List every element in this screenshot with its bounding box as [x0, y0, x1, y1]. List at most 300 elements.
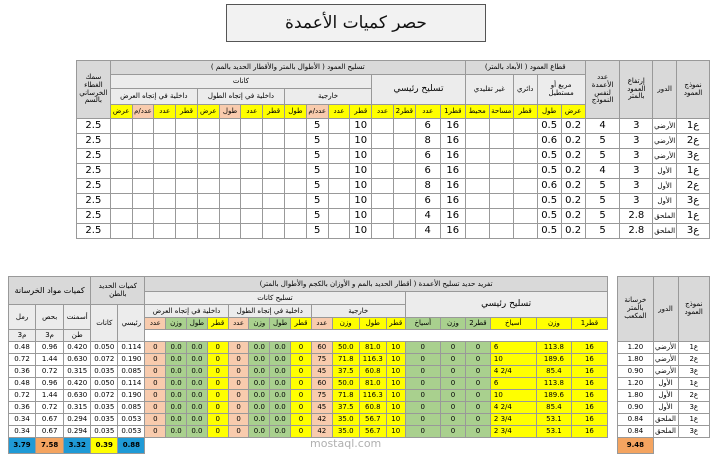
external-header: خارجية	[285, 89, 372, 105]
cell-wl: 0.0	[187, 390, 208, 402]
table-row	[77, 179, 710, 194]
cell-tm: 0.190	[118, 354, 145, 366]
cell-d1: 16	[572, 390, 608, 402]
cell-ew: 37.5	[332, 402, 359, 414]
cell-wl: 0.0	[187, 402, 208, 414]
cell-floor: الأول	[653, 164, 677, 179]
empty-cell	[372, 209, 394, 224]
cell-d2: 0	[465, 414, 490, 426]
empty-cell	[241, 119, 263, 134]
cell-d1: 16	[572, 378, 608, 390]
cell-w1: 85.4	[536, 402, 571, 414]
tons-main-header: رئيسي	[118, 305, 145, 342]
cell-ww: 0.0	[166, 366, 187, 378]
cell-d1: 16	[572, 366, 608, 378]
cell-ll: 0.0	[270, 390, 291, 402]
subheader-cell: أسياخ	[490, 318, 536, 330]
empty-cell	[372, 149, 394, 164]
cell-ll: 0.0	[270, 414, 291, 426]
cell-en: 42	[311, 426, 332, 438]
cell-wl: 0.0	[187, 414, 208, 426]
empty-cell	[328, 194, 350, 209]
concrete-header: خرسانة بالمتر المكعب	[618, 277, 653, 342]
cell-snd: 0.72	[9, 354, 36, 366]
cell-el: 81.0	[359, 378, 386, 390]
empty-cell	[393, 149, 415, 164]
empty-cell	[219, 164, 241, 179]
cell-wd: 0	[207, 378, 228, 390]
cell-en: 75	[311, 390, 332, 402]
cell-wn: 0	[145, 354, 166, 366]
table-row	[77, 164, 710, 179]
table-row	[9, 378, 710, 390]
cell-ed: 10	[386, 342, 405, 354]
cell-d2: 0	[465, 378, 490, 390]
cell-floor: الأرضي	[653, 134, 677, 149]
cell-d2: 0	[465, 354, 490, 366]
cell-en: 60	[311, 378, 332, 390]
empty-cell	[489, 119, 513, 134]
cell-floor: الأرضي	[653, 342, 678, 354]
subheader-cell: قطر	[291, 318, 312, 330]
cell-b1: 4 2/4	[490, 402, 536, 414]
cell-l: 0.6	[537, 134, 561, 149]
unit-sand: م3	[9, 330, 36, 342]
subheader-cell: مساحة	[489, 105, 513, 119]
cell-ll: 0.0	[270, 402, 291, 414]
section-header: قطاع العمود ( الأبعاد بالمتر)	[465, 61, 585, 75]
empty-cell	[132, 149, 154, 164]
cell-d1: 16	[440, 119, 465, 134]
table-row	[9, 342, 710, 354]
empty-cell	[241, 224, 263, 239]
cell-d1: 16	[572, 354, 608, 366]
empty-cell	[263, 119, 285, 134]
empty-cell	[110, 224, 132, 239]
cell-lw: 0.0	[249, 402, 270, 414]
cell-ll: 0.0	[270, 354, 291, 366]
cell-lw: 0.0	[249, 414, 270, 426]
cell-ld: 0	[291, 414, 312, 426]
cell-ww: 0.0	[166, 354, 187, 366]
cell-ww: 0.0	[166, 378, 187, 390]
cell-model: ع2	[678, 390, 709, 402]
cell-ed: 10	[386, 402, 405, 414]
total-ts: 0.39	[91, 438, 118, 454]
cell-n1: 6	[415, 119, 440, 134]
cell-en: 42	[311, 414, 332, 426]
empty-cell	[176, 134, 198, 149]
cell-snd: 0.34	[9, 426, 36, 438]
cell-cover: 2.5	[77, 179, 111, 194]
cell-l: 0.5	[537, 149, 561, 164]
empty-cell	[197, 179, 219, 194]
cell-height: 3	[620, 164, 653, 179]
cell-d1: 16	[440, 134, 465, 149]
cell-wn: 0	[145, 366, 166, 378]
empty-cell	[132, 224, 154, 239]
subheader-cell: قطر	[386, 318, 405, 330]
cell-w: 0.2	[561, 209, 585, 224]
cell-snd: 0.48	[9, 342, 36, 354]
cell-d2: 0	[465, 402, 490, 414]
cell-height: 3	[620, 149, 653, 164]
cell-l: 0.5	[537, 209, 561, 224]
cell-model: ع3	[678, 426, 709, 438]
cell-wl: 0.0	[187, 378, 208, 390]
cell-conc: 1.80	[618, 390, 653, 402]
cell-count: 5	[585, 194, 620, 209]
cell-p: 5	[306, 224, 328, 239]
cell-count: 4	[585, 164, 620, 179]
empty-cell	[465, 119, 489, 134]
stirrups-header-2: تسليح كانات	[145, 292, 405, 305]
cell-en: 45	[311, 402, 332, 414]
empty-cell	[489, 209, 513, 224]
cell-b2: 0	[405, 426, 440, 438]
cell-tm: 0.085	[118, 366, 145, 378]
cell-cover: 2.5	[77, 164, 111, 179]
cell-p: 5	[306, 209, 328, 224]
cell-w2: 0	[440, 366, 465, 378]
empty-cell	[176, 164, 198, 179]
cell-ed: 10	[386, 378, 405, 390]
cell-cem: 0.420	[64, 342, 91, 354]
cell-b1: 6	[490, 342, 536, 354]
cell-ln: 0	[228, 342, 249, 354]
cell-count: 5	[585, 209, 620, 224]
cell-grv: 0.67	[36, 414, 64, 426]
empty-cell	[465, 194, 489, 209]
main-reinforcement-header: تسليح رئيسي	[372, 75, 466, 105]
cell-p: 5	[306, 119, 328, 134]
empty-cell	[219, 119, 241, 134]
cell-height: 3	[620, 194, 653, 209]
cell-w: 0.2	[561, 149, 585, 164]
empty-cell	[154, 224, 176, 239]
cell-floor: الأرضي	[653, 119, 677, 134]
cell-b1: 2 3/4	[490, 426, 536, 438]
empty-cell	[393, 209, 415, 224]
empty-cell	[110, 209, 132, 224]
cell-cem: 0.294	[64, 426, 91, 438]
cell-d1: 16	[440, 209, 465, 224]
cell-cover: 2.5	[77, 134, 111, 149]
cell-wl: 0.0	[187, 366, 208, 378]
cell-wn: 0	[145, 426, 166, 438]
cell-grv: 1.44	[36, 354, 64, 366]
cell-b2: 0	[405, 342, 440, 354]
cell-w1: 85.4	[536, 366, 571, 378]
cell-p: 5	[306, 164, 328, 179]
cell-n1: 8	[415, 179, 440, 194]
spacer-cell	[607, 354, 617, 366]
cell-ll: 0.0	[270, 378, 291, 390]
cell-ed: 10	[386, 414, 405, 426]
cell-l: 0.5	[537, 119, 561, 134]
cell-ts: 0.035	[91, 366, 118, 378]
cell-l: 0.5	[537, 224, 561, 239]
cell-grv: 0.96	[36, 342, 64, 354]
cell-wl: 0.0	[187, 342, 208, 354]
cell-cover: 2.5	[77, 209, 111, 224]
cell-floor: الأول	[653, 390, 678, 402]
cell-w2: 0	[440, 354, 465, 366]
empty-cell	[263, 134, 285, 149]
cell-tm: 0.190	[118, 390, 145, 402]
cell-height: 3	[620, 179, 653, 194]
cell-conc: 0.90	[618, 402, 653, 414]
materials-header: كميات مواد الخرسانة	[9, 277, 91, 305]
spacer-cell	[607, 390, 617, 402]
cell-model: ع3	[677, 194, 710, 209]
cell-floor: الأول	[653, 179, 677, 194]
empty-cell	[328, 134, 350, 149]
cell-ld: 0	[291, 342, 312, 354]
cell-l: 0.5	[537, 194, 561, 209]
cell-b1: 2 3/4	[490, 414, 536, 426]
cell-ts: 0.035	[91, 426, 118, 438]
cell-snd: 0.72	[9, 390, 36, 402]
cell-d: 10	[350, 209, 372, 224]
spacer-cell	[607, 342, 617, 354]
cell-ed: 10	[386, 426, 405, 438]
cell-grv: 0.67	[36, 426, 64, 438]
empty-cell	[328, 119, 350, 134]
cell-lw: 0.0	[249, 354, 270, 366]
empty-cell	[110, 149, 132, 164]
empty-cell	[219, 149, 241, 164]
cell-snd: 0.34	[9, 414, 36, 426]
empty-cell	[465, 134, 489, 149]
cell-cem: 0.630	[64, 354, 91, 366]
floor-header-2: الدور	[653, 277, 678, 342]
empty-cell	[328, 149, 350, 164]
cell-n1: 6	[415, 164, 440, 179]
total-cem: 3.32	[64, 438, 91, 454]
cell-cem: 0.420	[64, 378, 91, 390]
cell-ln: 0	[228, 378, 249, 390]
cell-cover: 2.5	[77, 149, 111, 164]
cell-w1: 53.1	[536, 414, 571, 426]
subheader-cell: قطر	[176, 105, 198, 119]
reinforcement-header: تسليح العمود ( الأطوال بالمتر والأقطار الحديد بالمم )	[110, 61, 465, 75]
cell-ln: 0	[228, 402, 249, 414]
empty-cell	[154, 119, 176, 134]
empty-cell	[372, 119, 394, 134]
cell-b1: 10	[490, 390, 536, 402]
subheader-cell: قطر2	[465, 318, 490, 330]
empty-cell	[110, 179, 132, 194]
subheader-cell: طول	[219, 105, 241, 119]
empty-cell	[513, 119, 537, 134]
empty-cell	[465, 224, 489, 239]
total-conc: 9.48	[618, 438, 653, 454]
cell-height: 3	[620, 119, 653, 134]
subheader-cell: عرض	[561, 105, 585, 119]
cell-count: 5	[585, 179, 620, 194]
cell-wn: 0	[145, 390, 166, 402]
cell-w2: 0	[440, 390, 465, 402]
cell-grv: 0.72	[36, 366, 64, 378]
cell-d: 10	[350, 149, 372, 164]
subheader-cell: عدد	[241, 105, 263, 119]
cell-floor: الأرضي	[653, 149, 677, 164]
cell-w: 0.2	[561, 194, 585, 209]
cell-ew: 35.0	[332, 426, 359, 438]
cell-w: 0.2	[561, 224, 585, 239]
cell-wn: 0	[145, 414, 166, 426]
cell-ln: 0	[228, 426, 249, 438]
cell-w1: 113.8	[536, 378, 571, 390]
count-header: عدد الأعمدة لنفس النموذج	[585, 61, 620, 119]
empty-cell	[465, 209, 489, 224]
empty-cell	[241, 209, 263, 224]
subheader-cell: وزن	[536, 318, 571, 330]
cell-ll: 0.0	[270, 342, 291, 354]
empty-cell	[219, 134, 241, 149]
int-width-header: داخلية في إتجاه العرض	[110, 89, 197, 105]
cell-lw: 0.0	[249, 390, 270, 402]
cell-ww: 0.0	[166, 426, 187, 438]
table-row	[9, 390, 710, 402]
cell-model: ع1	[677, 164, 710, 179]
cell-d: 10	[350, 119, 372, 134]
cell-p: 5	[306, 179, 328, 194]
cell-w: 0.2	[561, 164, 585, 179]
empty-cell	[285, 134, 307, 149]
cell-w2: 0	[440, 414, 465, 426]
subheader-cell: طول	[285, 105, 307, 119]
empty-cell	[176, 179, 198, 194]
subheader-cell: قطر2	[393, 105, 415, 119]
empty-cell	[513, 149, 537, 164]
table-row	[77, 209, 710, 224]
empty-cell	[197, 209, 219, 224]
cell-cover: 2.5	[77, 194, 111, 209]
cell-ld: 0	[291, 426, 312, 438]
cell-d1: 16	[572, 414, 608, 426]
int-length-header: داخلية في إتجاه الطول	[197, 89, 284, 105]
cell-conc: 1.20	[618, 378, 653, 390]
cell-ts: 0.072	[91, 354, 118, 366]
cell-ld: 0	[291, 354, 312, 366]
cell-l: 0.6	[537, 179, 561, 194]
subheader-cell: قطر	[263, 105, 285, 119]
cell-tm: 0.053	[118, 426, 145, 438]
cell-wl: 0.0	[187, 426, 208, 438]
cell-wd: 0	[207, 342, 228, 354]
empty-cell	[513, 209, 537, 224]
cell-tm: 0.114	[118, 378, 145, 390]
cell-d2: 0	[465, 342, 490, 354]
empty-cell	[513, 224, 537, 239]
empty-cell	[328, 179, 350, 194]
subheader-cell: عدد	[145, 318, 166, 330]
cell-wd: 0	[207, 402, 228, 414]
table-row	[9, 402, 710, 414]
subheader-cell: محيط	[465, 105, 489, 119]
page-title: حصر كميات الأعمدة	[226, 4, 486, 42]
cell-floor: الأرضي	[653, 366, 678, 378]
table-row	[77, 194, 710, 209]
int-length-header-2: داخلية في إتجاه الطول	[228, 305, 311, 318]
empty-cell	[489, 224, 513, 239]
spacer-cell	[607, 378, 617, 390]
empty-cell	[372, 164, 394, 179]
empty-cell	[263, 209, 285, 224]
cell-floor: الملحق	[653, 224, 677, 239]
subheader-cell: عدد	[154, 105, 176, 119]
table-row	[9, 414, 710, 426]
empty-cell	[489, 134, 513, 149]
subheader-cell: طول	[187, 318, 208, 330]
cell-ew: 50.0	[332, 378, 359, 390]
subheader-cell: قطر1	[572, 318, 608, 330]
cell-lw: 0.0	[249, 366, 270, 378]
cell-d1: 16	[440, 194, 465, 209]
empty-cell	[132, 179, 154, 194]
empty-cell	[513, 164, 537, 179]
cell-n1: 4	[415, 209, 440, 224]
empty-cell	[513, 134, 537, 149]
cell-ww: 0.0	[166, 414, 187, 426]
empty-cell	[219, 194, 241, 209]
cell-b2: 0	[405, 402, 440, 414]
subheader-cell: أسياخ	[405, 318, 440, 330]
cell-b2: 0	[405, 354, 440, 366]
cell-snd: 0.48	[9, 378, 36, 390]
empty-cell	[241, 134, 263, 149]
subheader-cell: وزن	[166, 318, 187, 330]
cell-d: 10	[350, 224, 372, 239]
cell-w: 0.2	[561, 134, 585, 149]
cell-d1: 16	[572, 426, 608, 438]
cell-ts: 0.072	[91, 390, 118, 402]
cell-ts: 0.050	[91, 342, 118, 354]
cell-p: 5	[306, 134, 328, 149]
cell-d: 10	[350, 134, 372, 149]
subheader-cell: عدد	[228, 318, 249, 330]
stirrups-header: كانات	[110, 75, 371, 89]
empty-cell	[154, 134, 176, 149]
cell-en: 60	[311, 342, 332, 354]
cell-d1: 16	[440, 164, 465, 179]
cell-d1: 16	[440, 224, 465, 239]
spacer-cell	[607, 426, 617, 438]
cell-w2: 0	[440, 342, 465, 354]
cell-model: ع3	[678, 402, 709, 414]
subheader-cell: طول	[537, 105, 561, 119]
unit-gravel: م3	[36, 330, 64, 342]
cell-model: ع1	[678, 342, 709, 354]
empty-cell	[285, 194, 307, 209]
cell-w1: 53.1	[536, 426, 571, 438]
empty-cell	[465, 179, 489, 194]
cell-count: 5	[585, 134, 620, 149]
int-width-header-2: داخلية في إتجاه العرض	[145, 305, 228, 318]
irregular-header: غير تقليدي	[465, 75, 513, 105]
table-row	[77, 134, 710, 149]
empty-cell	[372, 194, 394, 209]
empty-cell	[393, 194, 415, 209]
cell-el: 116.3	[359, 390, 386, 402]
cell-conc: 0.84	[618, 414, 653, 426]
tons-header: كميات الحديد بالطن	[91, 277, 145, 305]
cell-d: 10	[350, 164, 372, 179]
cement-header: أسمنت	[64, 305, 91, 330]
empty-cell	[513, 194, 537, 209]
